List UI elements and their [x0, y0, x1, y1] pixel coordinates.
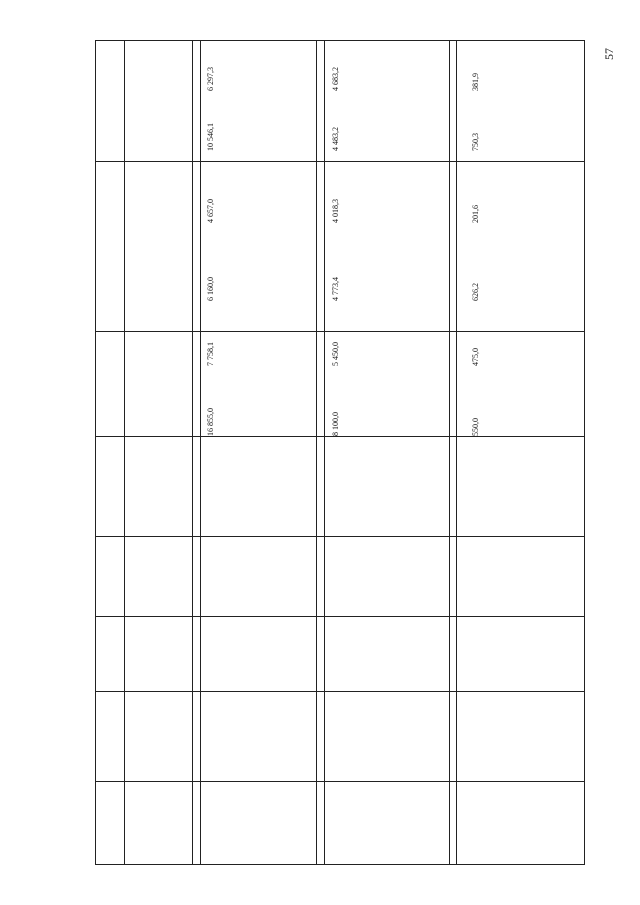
row2-value: 5 450,0 — [331, 342, 340, 366]
row1-value: 6 160,0 — [206, 277, 215, 301]
row3-value: 381,9 — [471, 73, 480, 91]
row3-value: 201,6 — [471, 205, 480, 223]
row2-value: 4 483,2 — [331, 127, 340, 151]
row1-value: 6 297,3 — [206, 67, 215, 91]
row3-value: 750,3 — [471, 133, 480, 151]
row3-value: 626,2 — [471, 283, 480, 301]
row2-value: 8 100,0 — [331, 412, 340, 436]
row1-value: 10 546,1 — [206, 123, 215, 151]
row1-value: 16 855,0 — [206, 408, 215, 436]
row3-value: 550,0 — [471, 418, 480, 436]
row2-value: 4 773,4 — [331, 277, 340, 301]
page-number: 57 — [602, 48, 616, 60]
row3-value: 475,0 — [471, 348, 480, 366]
budget-table — [95, 40, 585, 865]
row2-value: 4 018,3 — [331, 199, 340, 223]
row1-value: 4 657,0 — [206, 199, 215, 223]
row1-value: 7 758,1 — [206, 342, 215, 366]
row2-value: 4 683,2 — [331, 67, 340, 91]
